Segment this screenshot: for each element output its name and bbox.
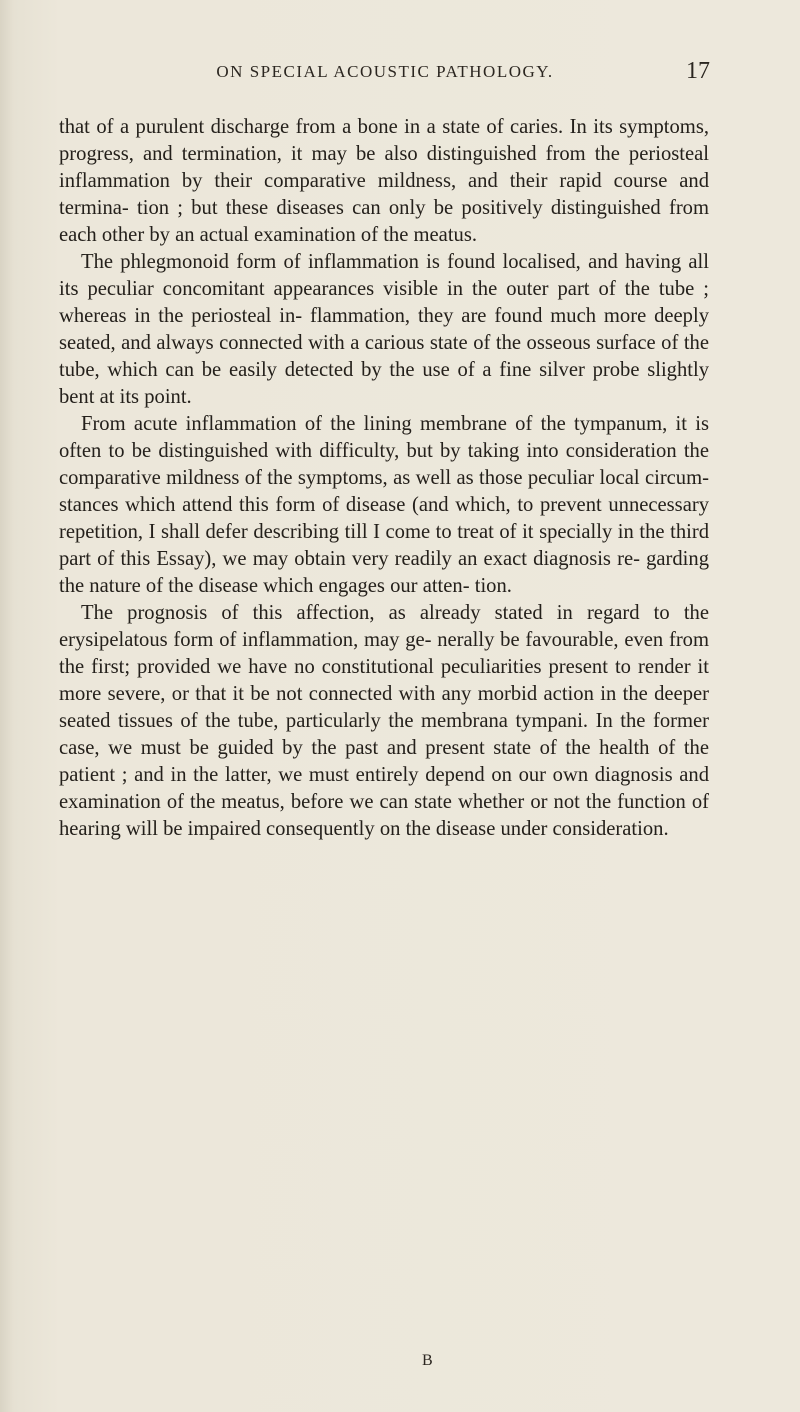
- body-text: [59, 114, 709, 843]
- paragraph-prognosis: The prognosis of this affection, as already stated in regard to the erysipelatous form of inflammation, may ge- nerally be favourable, even from the first; provided we have no constitutional peculiarities present to render it more severe, or that it be not connected with any morbid action in the deeper seated tissues of the tube, particularly the membrana tympani. In the former case, we must be guided by the past and present state of the health of the patient ; and in the latter, we must entirely depend on our own diagnosis and examination of the meatus, before we can state whether or not the function of hearing will be impaired consequently on the disease under consideration.: [59, 602, 709, 840]
- paragraph-phlegmonoid: The phlegmonoid form of inflammation is found localised, and having all its peculiar concomitant appearances visible in the outer part of the tube ; whereas in the periosteal in- flammation, they are found much more deeply seated, and always connected with a carious state of the osseous surface of the tube, which can be easily detected by the use of a fine silver probe slightly bent at its point.: [59, 251, 709, 408]
- running-head: [60, 58, 710, 88]
- running-title: ON SPECIAL ACOUSTIC PATHOLOGY.: [216, 62, 554, 81]
- signature-mark: B: [422, 1352, 433, 1369]
- paragraph-continuation: that of a purulent discharge from a bone in a state of caries. In its symptoms, progress, and termination, it may be also distinguished from the periosteal inflammation by their comparative mildness, and their rapid course and termina- tion ; but these diseases can only be positively distinguished from each other by an actual examination of the meatus.: [59, 116, 709, 246]
- paragraph-acute-inflammation: From acute inflammation of the lining membrane of the tympanum, it is often to be distinguished with difficulty, but by taking into consideration the comparative mildness of the symptoms, as well as those peculiar local circum- stances which attend this form of disease (and which, to prevent unnecessary repetition, I shall defer describing till I come to treat of it specially in the third part of this Essay), we may obtain very readily an exact diagnosis re- garding the nature of the disease which engages our atten- tion.: [59, 413, 709, 597]
- page-number: 17: [686, 58, 710, 84]
